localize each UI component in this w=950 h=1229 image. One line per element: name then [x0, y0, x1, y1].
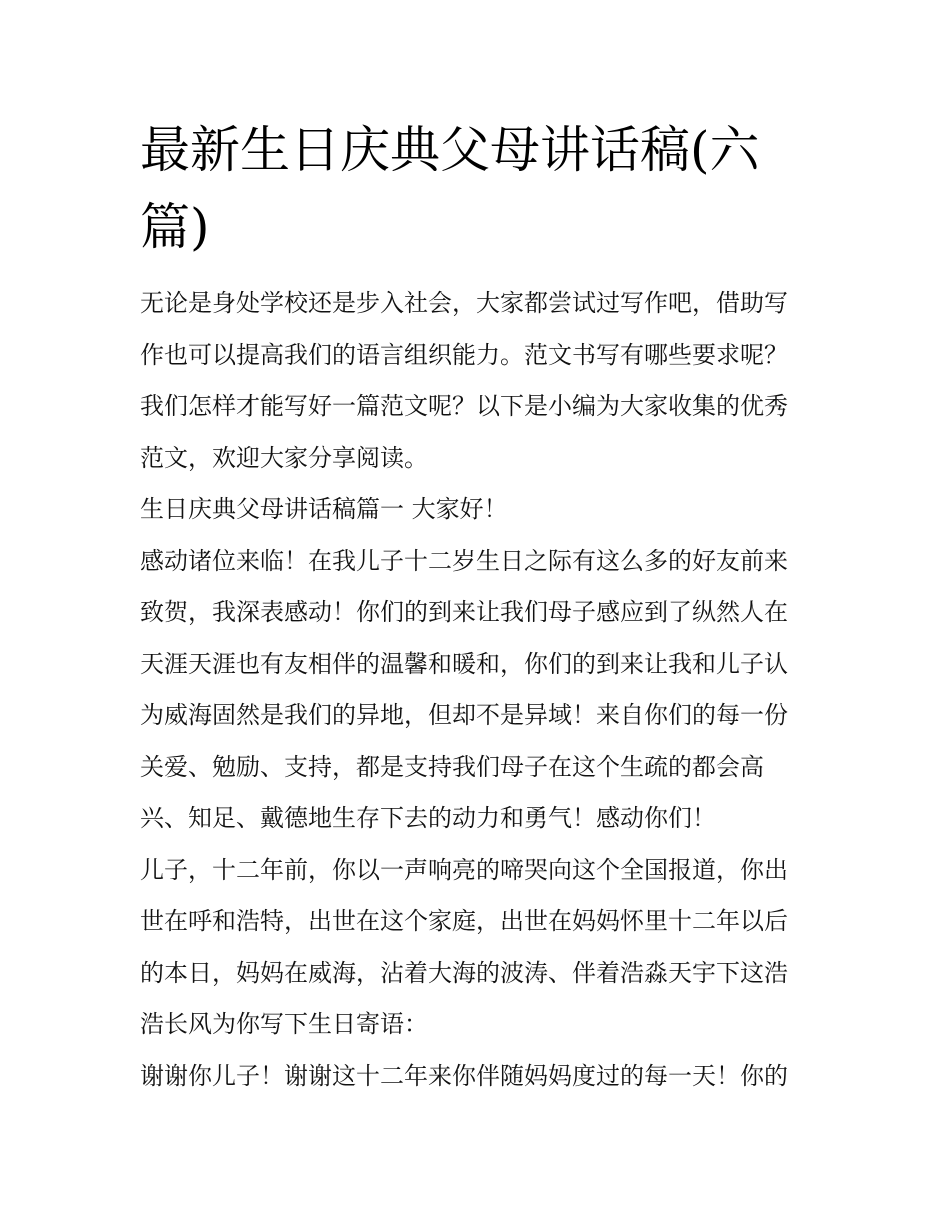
paragraph-section-heading: 生日庆典父母讲话稿篇一 大家好！	[140, 495, 508, 523]
paragraph-gratitude: 谢谢你儿子！谢谢这十二年来你伴随妈妈度过的每一天！你的	[140, 1061, 788, 1090]
paragraph-son-birth: 儿子，十二年前，你以一声响亮的啼哭向这个全国报道，你出 世在呼和浩特，出世在这个家庭，出世在妈妈怀里十二年以后 的本日，妈妈在威海，沾着大海的波涛、伴着浩淼天宇下这浩 浩长风为你写下生日寄语：	[140, 855, 788, 1038]
document-title: 最新生日庆典父母讲话稿(六 篇)	[140, 121, 760, 256]
paragraph-intro: 无论是身处学校还是步入社会，大家都尝试过写作吧，借助写 作也可以提高我们的语言组织能力。范文书写有哪些要求呢？ 我们怎样才能写好一篇范文呢？以下是小编为大家收集的优秀 范文，欢迎大家分享阅读。	[140, 289, 788, 472]
document-body	[140, 278, 820, 1102]
paragraph-thanks: 感动诸位来临！在我儿子十二岁生日之际有这么多的好友前来 致贺，我深表感动！你们的到来让我们母子感应到了纵然人在 天涯天涯也有友相伴的温馨和暖和，你们的到来让我和儿子认 为威海固然是我们的异地，但却不是异域！来自你们的每一份 关爱、勉励、支持，都是支持我们母子在这个生疏的都会高 兴、知足、戴德地生存下去的动力和勇气！感动你们！	[140, 546, 788, 832]
